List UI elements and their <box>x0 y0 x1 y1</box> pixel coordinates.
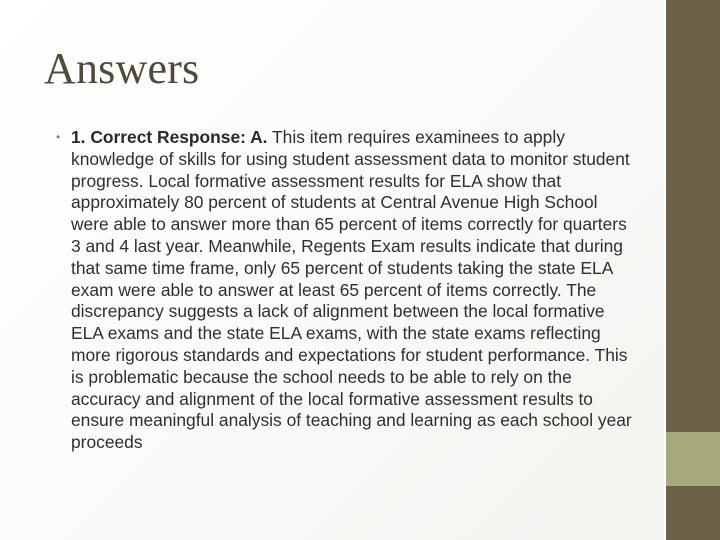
bullet-icon: • <box>56 130 61 144</box>
decorative-sidebar-accent <box>666 432 720 486</box>
correct-response-label: 1. Correct Response: A. <box>71 127 268 147</box>
slide-content-list <box>52 127 637 454</box>
slide-title: Answers <box>44 44 200 93</box>
answer-list-item <box>52 127 637 454</box>
answer-explanation-text: This item requires examinees to apply knowledge of skills for using student assessment data to monitor student progress. Local formative assessment results for ELA show that approximately 80 percent of students at Central Avenue High School were able to answer more than 65 percent of items correctly for quarters 3 and 4 last year. Meanwhile, Regents Exam results indicate that during that same time frame, only 65 percent of students taking the state ELA exam were able to answer at least 65 percent of items correctly. The discrepancy suggests a lack of alignment between the local formative ELA exams and the state ELA exams, with the state exams reflecting more rigorous standards and expectations for student performance. This is problematic because the school needs to be able to rely on the accuracy and alignment of the local formative assessment results to ensure meaningful analysis of teaching and learning as each school year proceeds <box>71 127 632 453</box>
